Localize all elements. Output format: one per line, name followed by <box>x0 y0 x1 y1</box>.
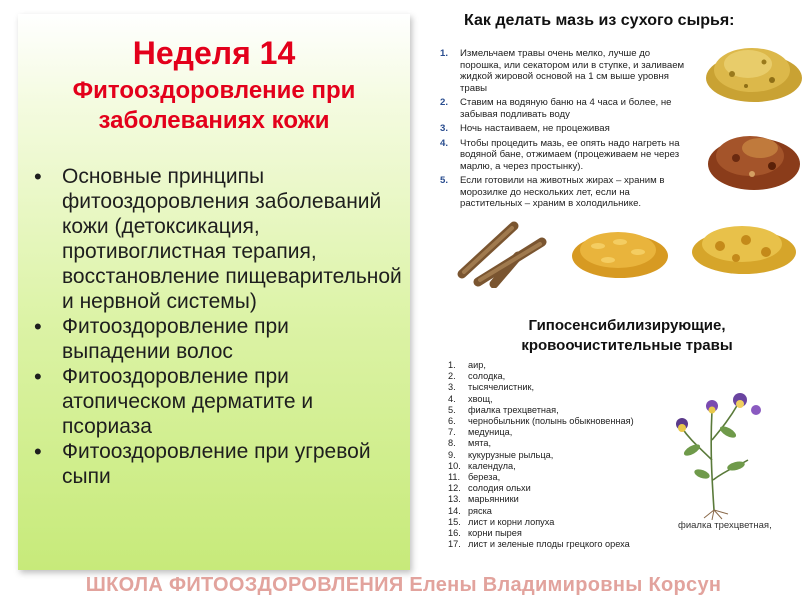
herb-item <box>448 438 678 449</box>
herb-number: 16. <box>448 528 461 539</box>
step-item <box>432 97 694 120</box>
infographic <box>430 0 807 570</box>
herb-number: 1. <box>448 360 456 370</box>
herb-number: 17. <box>448 539 461 550</box>
step-number: 2. <box>440 97 449 108</box>
herb-number: 13. <box>448 494 461 505</box>
slide-panel <box>18 14 410 570</box>
herb-item <box>448 450 678 461</box>
dried-herb-powder-image <box>702 34 806 106</box>
herb-text: ряска <box>468 505 492 516</box>
page-subtitle: Фитооздоровление при заболеваниях кожи <box>72 77 356 134</box>
herb-item <box>448 360 678 371</box>
step-text: Измельчаем травы очень мелко, лучше до порошка, или секатором или в ступке, и заливаем жидкой жировой основой на 1 см выше уровня травы <box>460 48 685 94</box>
pansy-plant-illustration <box>656 370 776 520</box>
herb-number: 14. <box>448 505 461 516</box>
illustration-caption: фиалка трехцветная, <box>678 520 772 531</box>
herb-number: 7. <box>448 427 456 438</box>
herb-number: 12. <box>448 483 461 494</box>
herb-item <box>448 539 678 550</box>
ointment-steps <box>432 48 694 213</box>
herb-item <box>448 483 678 494</box>
herb-text: тысячелистник, <box>468 382 535 393</box>
step-number: 1. <box>440 48 449 59</box>
topic-item: • Основные принципы фитооздоровления заболеваний кожи (детоксикация, противоглистная терапия, восстановление пищеварительной и нервной системы) <box>32 164 402 314</box>
footer-school-name: ШКОЛА ФИТООЗДОРОВЛЕНИЯ Елены Владимировны Корсун <box>85 574 722 596</box>
herb-number: 9. <box>448 449 456 460</box>
herb-item <box>448 382 678 393</box>
topic-item: • Фитооздоровление при угревой сыпи <box>32 439 402 489</box>
herb-text: лист и корни лопуха <box>468 516 555 527</box>
herb-item <box>448 517 678 528</box>
dried-flowers-image <box>686 212 800 278</box>
herb-number: 8. <box>448 438 456 449</box>
step-text: Если готовили на животных жирах – храним в морозилке до нескольких лет, если на растительных – храним в холодильнике. <box>460 175 665 209</box>
topic-list <box>32 164 402 489</box>
herb-number: 15. <box>448 516 461 527</box>
herb-text: кукурузные рыльца, <box>468 449 554 460</box>
herb-text: марьянники <box>468 494 519 505</box>
step-text: Чтобы процедить мазь, ее опять надо нагреть на водяной бане, отжимаем (процеживаем не через марлю, а через простынку). <box>460 137 680 172</box>
herb-number: 3. <box>448 382 456 393</box>
step-item <box>432 48 694 94</box>
herb-text: хвощ, <box>468 393 493 404</box>
dried-herb-leaves-image <box>700 118 806 196</box>
herb-text: чернобыльник (полынь обыкновенная) <box>468 416 634 427</box>
herb-item <box>448 494 678 505</box>
herb-item <box>448 472 678 483</box>
herb-number: 5. <box>448 404 456 415</box>
topic-item: • Фитооздоровление при атопическом дерматите и псориаза <box>32 364 402 439</box>
herb-text: корни пырея <box>468 528 522 539</box>
herb-text: лист и зеленые плоды грецкого ореха <box>468 539 630 550</box>
topic-item: • Фитооздоровление при выпадении волос <box>32 314 402 364</box>
step-number: 3. <box>440 123 449 134</box>
ointment-heading: Как делать мазь из сухого сырья: <box>464 12 735 29</box>
oat-grains-image <box>568 216 672 282</box>
herb-number: 6. <box>448 416 456 427</box>
step-text: Ночь настаиваем, не процеживая <box>460 123 610 134</box>
herb-item <box>448 528 678 539</box>
herb-number: 11. <box>448 472 461 483</box>
herb-text: календула, <box>468 460 516 471</box>
herb-item <box>448 371 678 382</box>
step-item <box>432 175 694 210</box>
herb-item <box>448 416 678 427</box>
herb-item <box>448 405 678 416</box>
herb-text: фиалка трехцветная, <box>468 404 559 415</box>
herb-text: медуница, <box>468 427 513 438</box>
herb-item <box>448 394 678 405</box>
herb-text: солодка, <box>468 371 506 382</box>
herb-number: 2. <box>448 371 456 382</box>
herb-item <box>448 427 678 438</box>
herb-list <box>448 360 678 550</box>
page-title: Неделя 14 <box>132 35 296 71</box>
step-number: 5. <box>440 175 449 186</box>
herb-item <box>448 506 678 517</box>
herb-text: аир, <box>468 360 486 370</box>
step-item <box>432 138 694 173</box>
licorice-root-image <box>454 212 550 288</box>
herb-item <box>448 461 678 472</box>
herb-number: 10. <box>448 460 461 471</box>
herb-text: солодия ольхи <box>468 483 531 494</box>
herb-number: 4. <box>448 393 456 404</box>
step-number: 4. <box>440 137 449 149</box>
herbs-heading: Гипосенсибилизирующие, кровоочистительные травы <box>521 317 733 354</box>
step-item <box>432 123 694 135</box>
herb-text: береза, <box>468 472 501 483</box>
herb-text: мята, <box>468 438 492 449</box>
step-text: Ставим на водяную баню на 4 часа и более, не забывая подливать воду <box>460 97 672 120</box>
